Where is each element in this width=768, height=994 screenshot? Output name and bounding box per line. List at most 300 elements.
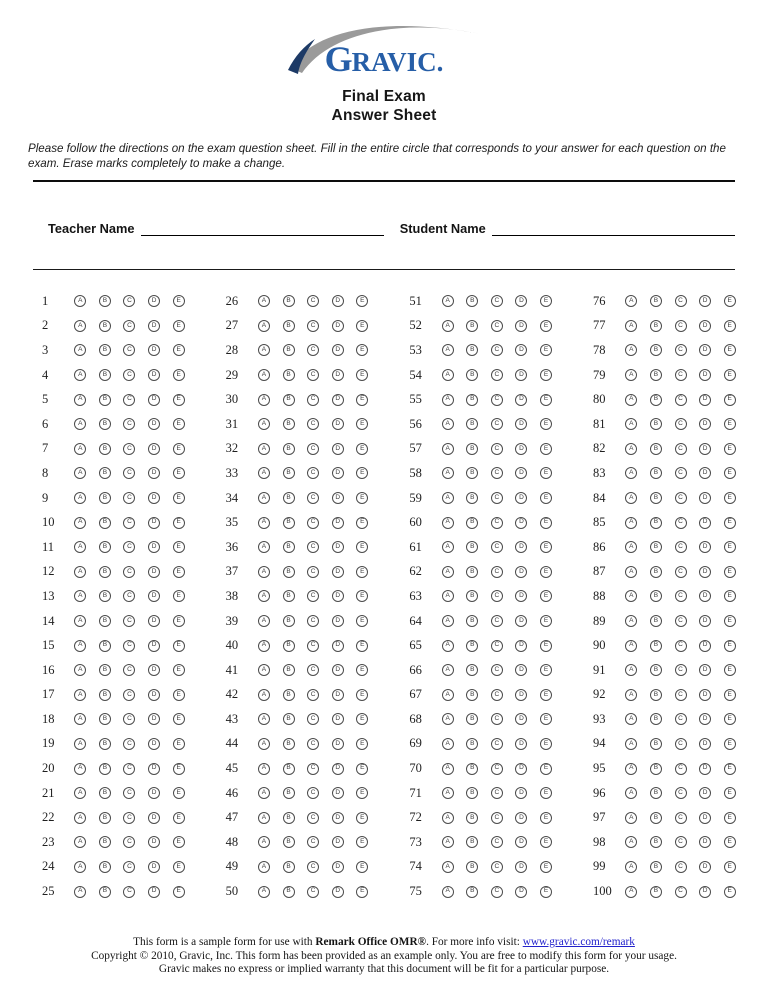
answer-bubble-q35-A[interactable]: A xyxy=(258,517,270,529)
answer-bubble-q95-B[interactable]: B xyxy=(650,763,662,775)
answer-bubble-q46-A[interactable]: A xyxy=(258,787,270,799)
answer-bubble-q23-B[interactable]: B xyxy=(99,836,111,848)
answer-bubble-q74-D[interactable]: D xyxy=(515,861,527,873)
answer-bubble-q78-B[interactable]: B xyxy=(650,344,662,356)
answer-bubble-q31-C[interactable]: C xyxy=(307,418,319,430)
answer-bubble-q55-B[interactable]: B xyxy=(466,394,478,406)
answer-bubble-q45-E[interactable]: E xyxy=(356,763,368,775)
answer-bubble-q57-C[interactable]: C xyxy=(491,443,503,455)
answer-bubble-q86-D[interactable]: D xyxy=(699,541,711,553)
answer-bubble-q81-E[interactable]: E xyxy=(724,418,736,430)
answer-bubble-q94-C[interactable]: C xyxy=(675,738,687,750)
answer-bubble-q5-B[interactable]: B xyxy=(99,394,111,406)
answer-bubble-q54-D[interactable]: D xyxy=(515,369,527,381)
answer-bubble-q48-C[interactable]: C xyxy=(307,836,319,848)
answer-bubble-q49-A[interactable]: A xyxy=(258,861,270,873)
answer-bubble-q70-C[interactable]: C xyxy=(491,763,503,775)
answer-bubble-q1-B[interactable]: B xyxy=(99,295,111,307)
answer-bubble-q93-E[interactable]: E xyxy=(724,713,736,725)
answer-bubble-q31-D[interactable]: D xyxy=(332,418,344,430)
answer-bubble-q13-B[interactable]: B xyxy=(99,590,111,602)
answer-bubble-q45-B[interactable]: B xyxy=(283,763,295,775)
answer-bubble-q94-B[interactable]: B xyxy=(650,738,662,750)
answer-bubble-q60-E[interactable]: E xyxy=(540,517,552,529)
answer-bubble-q71-D[interactable]: D xyxy=(515,787,527,799)
answer-bubble-q100-D[interactable]: D xyxy=(699,886,711,898)
answer-bubble-q22-E[interactable]: E xyxy=(173,812,185,824)
answer-bubble-q79-A[interactable]: A xyxy=(625,369,637,381)
answer-bubble-q29-C[interactable]: C xyxy=(307,369,319,381)
answer-bubble-q73-D[interactable]: D xyxy=(515,836,527,848)
answer-bubble-q69-D[interactable]: D xyxy=(515,738,527,750)
answer-bubble-q81-B[interactable]: B xyxy=(650,418,662,430)
answer-bubble-q94-A[interactable]: A xyxy=(625,738,637,750)
answer-bubble-q28-A[interactable]: A xyxy=(258,344,270,356)
answer-bubble-q3-B[interactable]: B xyxy=(99,344,111,356)
answer-bubble-q67-B[interactable]: B xyxy=(466,689,478,701)
answer-bubble-q28-D[interactable]: D xyxy=(332,344,344,356)
answer-bubble-q94-E[interactable]: E xyxy=(724,738,736,750)
answer-bubble-q44-A[interactable]: A xyxy=(258,738,270,750)
answer-bubble-q44-C[interactable]: C xyxy=(307,738,319,750)
answer-bubble-q6-A[interactable]: A xyxy=(74,418,86,430)
answer-bubble-q61-E[interactable]: E xyxy=(540,541,552,553)
answer-bubble-q79-B[interactable]: B xyxy=(650,369,662,381)
answer-bubble-q19-A[interactable]: A xyxy=(74,738,86,750)
answer-bubble-q95-A[interactable]: A xyxy=(625,763,637,775)
answer-bubble-q29-D[interactable]: D xyxy=(332,369,344,381)
answer-bubble-q70-B[interactable]: B xyxy=(466,763,478,775)
answer-bubble-q38-D[interactable]: D xyxy=(332,590,344,602)
answer-bubble-q54-B[interactable]: B xyxy=(466,369,478,381)
answer-bubble-q1-C[interactable]: C xyxy=(123,295,135,307)
answer-bubble-q99-D[interactable]: D xyxy=(699,861,711,873)
answer-bubble-q66-A[interactable]: A xyxy=(442,664,454,676)
answer-bubble-q15-E[interactable]: E xyxy=(173,640,185,652)
answer-bubble-q55-A[interactable]: A xyxy=(442,394,454,406)
answer-bubble-q38-B[interactable]: B xyxy=(283,590,295,602)
answer-bubble-q14-E[interactable]: E xyxy=(173,615,185,627)
answer-bubble-q48-A[interactable]: A xyxy=(258,836,270,848)
answer-bubble-q4-D[interactable]: D xyxy=(148,369,160,381)
answer-bubble-q84-B[interactable]: B xyxy=(650,492,662,504)
student-name-field[interactable] xyxy=(492,221,735,236)
answer-bubble-q54-A[interactable]: A xyxy=(442,369,454,381)
answer-bubble-q69-E[interactable]: E xyxy=(540,738,552,750)
answer-bubble-q52-C[interactable]: C xyxy=(491,320,503,332)
answer-bubble-q16-B[interactable]: B xyxy=(99,664,111,676)
answer-bubble-q59-A[interactable]: A xyxy=(442,492,454,504)
answer-bubble-q18-E[interactable]: E xyxy=(173,713,185,725)
answer-bubble-q58-C[interactable]: C xyxy=(491,467,503,479)
answer-bubble-q57-B[interactable]: B xyxy=(466,443,478,455)
answer-bubble-q64-E[interactable]: E xyxy=(540,615,552,627)
answer-bubble-q18-D[interactable]: D xyxy=(148,713,160,725)
answer-bubble-q95-D[interactable]: D xyxy=(699,763,711,775)
answer-bubble-q24-D[interactable]: D xyxy=(148,861,160,873)
answer-bubble-q92-C[interactable]: C xyxy=(675,689,687,701)
answer-bubble-q80-B[interactable]: B xyxy=(650,394,662,406)
answer-bubble-q4-E[interactable]: E xyxy=(173,369,185,381)
answer-bubble-q46-B[interactable]: B xyxy=(283,787,295,799)
answer-bubble-q89-D[interactable]: D xyxy=(699,615,711,627)
answer-bubble-q77-D[interactable]: D xyxy=(699,320,711,332)
answer-bubble-q31-B[interactable]: B xyxy=(283,418,295,430)
answer-bubble-q17-B[interactable]: B xyxy=(99,689,111,701)
answer-bubble-q77-E[interactable]: E xyxy=(724,320,736,332)
answer-bubble-q45-C[interactable]: C xyxy=(307,763,319,775)
answer-bubble-q17-D[interactable]: D xyxy=(148,689,160,701)
answer-bubble-q68-A[interactable]: A xyxy=(442,713,454,725)
answer-bubble-q96-A[interactable]: A xyxy=(625,787,637,799)
answer-bubble-q63-D[interactable]: D xyxy=(515,590,527,602)
answer-bubble-q37-B[interactable]: B xyxy=(283,566,295,578)
answer-bubble-q7-D[interactable]: D xyxy=(148,443,160,455)
answer-bubble-q99-E[interactable]: E xyxy=(724,861,736,873)
answer-bubble-q42-E[interactable]: E xyxy=(356,689,368,701)
answer-bubble-q97-D[interactable]: D xyxy=(699,812,711,824)
answer-bubble-q63-B[interactable]: B xyxy=(466,590,478,602)
answer-bubble-q25-D[interactable]: D xyxy=(148,886,160,898)
answer-bubble-q86-B[interactable]: B xyxy=(650,541,662,553)
answer-bubble-q74-A[interactable]: A xyxy=(442,861,454,873)
answer-bubble-q55-D[interactable]: D xyxy=(515,394,527,406)
answer-bubble-q96-B[interactable]: B xyxy=(650,787,662,799)
answer-bubble-q72-C[interactable]: C xyxy=(491,812,503,824)
answer-bubble-q11-D[interactable]: D xyxy=(148,541,160,553)
answer-bubble-q51-A[interactable]: A xyxy=(442,295,454,307)
answer-bubble-q8-C[interactable]: C xyxy=(123,467,135,479)
answer-bubble-q75-E[interactable]: E xyxy=(540,886,552,898)
answer-bubble-q38-C[interactable]: C xyxy=(307,590,319,602)
answer-bubble-q72-A[interactable]: A xyxy=(442,812,454,824)
answer-bubble-q31-E[interactable]: E xyxy=(356,418,368,430)
answer-bubble-q38-E[interactable]: E xyxy=(356,590,368,602)
answer-bubble-q5-C[interactable]: C xyxy=(123,394,135,406)
answer-bubble-q91-C[interactable]: C xyxy=(675,664,687,676)
answer-bubble-q52-D[interactable]: D xyxy=(515,320,527,332)
answer-bubble-q78-C[interactable]: C xyxy=(675,344,687,356)
answer-bubble-q58-A[interactable]: A xyxy=(442,467,454,479)
answer-bubble-q26-B[interactable]: B xyxy=(283,295,295,307)
answer-bubble-q25-A[interactable]: A xyxy=(74,886,86,898)
answer-bubble-q30-E[interactable]: E xyxy=(356,394,368,406)
answer-bubble-q44-B[interactable]: B xyxy=(283,738,295,750)
answer-bubble-q6-C[interactable]: C xyxy=(123,418,135,430)
answer-bubble-q55-E[interactable]: E xyxy=(540,394,552,406)
answer-bubble-q14-A[interactable]: A xyxy=(74,615,86,627)
answer-bubble-q23-C[interactable]: C xyxy=(123,836,135,848)
answer-bubble-q44-D[interactable]: D xyxy=(332,738,344,750)
answer-bubble-q47-E[interactable]: E xyxy=(356,812,368,824)
answer-bubble-q56-B[interactable]: B xyxy=(466,418,478,430)
answer-bubble-q62-B[interactable]: B xyxy=(466,566,478,578)
answer-bubble-q52-A[interactable]: A xyxy=(442,320,454,332)
answer-bubble-q100-A[interactable]: A xyxy=(625,886,637,898)
answer-bubble-q34-C[interactable]: C xyxy=(307,492,319,504)
answer-bubble-q17-C[interactable]: C xyxy=(123,689,135,701)
answer-bubble-q29-B[interactable]: B xyxy=(283,369,295,381)
answer-bubble-q2-C[interactable]: C xyxy=(123,320,135,332)
answer-bubble-q77-B[interactable]: B xyxy=(650,320,662,332)
answer-bubble-q73-A[interactable]: A xyxy=(442,836,454,848)
answer-bubble-q92-D[interactable]: D xyxy=(699,689,711,701)
answer-bubble-q42-B[interactable]: B xyxy=(283,689,295,701)
answer-bubble-q90-B[interactable]: B xyxy=(650,640,662,652)
answer-bubble-q17-E[interactable]: E xyxy=(173,689,185,701)
answer-bubble-q6-E[interactable]: E xyxy=(173,418,185,430)
answer-bubble-q16-D[interactable]: D xyxy=(148,664,160,676)
answer-bubble-q27-C[interactable]: C xyxy=(307,320,319,332)
answer-bubble-q98-C[interactable]: C xyxy=(675,836,687,848)
answer-bubble-q82-B[interactable]: B xyxy=(650,443,662,455)
answer-bubble-q91-B[interactable]: B xyxy=(650,664,662,676)
answer-bubble-q84-C[interactable]: C xyxy=(675,492,687,504)
answer-bubble-q53-C[interactable]: C xyxy=(491,344,503,356)
answer-bubble-q84-E[interactable]: E xyxy=(724,492,736,504)
answer-bubble-q56-D[interactable]: D xyxy=(515,418,527,430)
answer-bubble-q83-D[interactable]: D xyxy=(699,467,711,479)
answer-bubble-q11-B[interactable]: B xyxy=(99,541,111,553)
answer-bubble-q9-C[interactable]: C xyxy=(123,492,135,504)
answer-bubble-q10-C[interactable]: C xyxy=(123,517,135,529)
answer-bubble-q42-C[interactable]: C xyxy=(307,689,319,701)
answer-bubble-q93-C[interactable]: C xyxy=(675,713,687,725)
answer-bubble-q27-D[interactable]: D xyxy=(332,320,344,332)
answer-bubble-q40-C[interactable]: C xyxy=(307,640,319,652)
answer-bubble-q20-E[interactable]: E xyxy=(173,763,185,775)
answer-bubble-q89-A[interactable]: A xyxy=(625,615,637,627)
answer-bubble-q91-E[interactable]: E xyxy=(724,664,736,676)
answer-bubble-q23-D[interactable]: D xyxy=(148,836,160,848)
answer-bubble-q37-E[interactable]: E xyxy=(356,566,368,578)
answer-bubble-q4-C[interactable]: C xyxy=(123,369,135,381)
answer-bubble-q27-E[interactable]: E xyxy=(356,320,368,332)
answer-bubble-q85-E[interactable]: E xyxy=(724,517,736,529)
answer-bubble-q22-B[interactable]: B xyxy=(99,812,111,824)
answer-bubble-q36-A[interactable]: A xyxy=(258,541,270,553)
answer-bubble-q7-C[interactable]: C xyxy=(123,443,135,455)
answer-bubble-q60-D[interactable]: D xyxy=(515,517,527,529)
answer-bubble-q32-C[interactable]: C xyxy=(307,443,319,455)
answer-bubble-q19-C[interactable]: C xyxy=(123,738,135,750)
answer-bubble-q43-A[interactable]: A xyxy=(258,713,270,725)
answer-bubble-q72-D[interactable]: D xyxy=(515,812,527,824)
answer-bubble-q20-A[interactable]: A xyxy=(74,763,86,775)
answer-bubble-q85-C[interactable]: C xyxy=(675,517,687,529)
answer-bubble-q88-A[interactable]: A xyxy=(625,590,637,602)
answer-bubble-q68-E[interactable]: E xyxy=(540,713,552,725)
answer-bubble-q43-B[interactable]: B xyxy=(283,713,295,725)
answer-bubble-q72-B[interactable]: B xyxy=(466,812,478,824)
answer-bubble-q82-D[interactable]: D xyxy=(699,443,711,455)
answer-bubble-q70-E[interactable]: E xyxy=(540,763,552,775)
answer-bubble-q3-A[interactable]: A xyxy=(74,344,86,356)
answer-bubble-q40-E[interactable]: E xyxy=(356,640,368,652)
answer-bubble-q66-B[interactable]: B xyxy=(466,664,478,676)
answer-bubble-q36-E[interactable]: E xyxy=(356,541,368,553)
answer-bubble-q96-E[interactable]: E xyxy=(724,787,736,799)
answer-bubble-q76-A[interactable]: A xyxy=(625,295,637,307)
answer-bubble-q61-D[interactable]: D xyxy=(515,541,527,553)
answer-bubble-q85-B[interactable]: B xyxy=(650,517,662,529)
answer-bubble-q15-B[interactable]: B xyxy=(99,640,111,652)
answer-bubble-q33-A[interactable]: A xyxy=(258,467,270,479)
answer-bubble-q13-D[interactable]: D xyxy=(148,590,160,602)
answer-bubble-q57-E[interactable]: E xyxy=(540,443,552,455)
answer-bubble-q26-A[interactable]: A xyxy=(258,295,270,307)
answer-bubble-q19-B[interactable]: B xyxy=(99,738,111,750)
answer-bubble-q40-D[interactable]: D xyxy=(332,640,344,652)
answer-bubble-q87-C[interactable]: C xyxy=(675,566,687,578)
answer-bubble-q6-B[interactable]: B xyxy=(99,418,111,430)
answer-bubble-q94-D[interactable]: D xyxy=(699,738,711,750)
answer-bubble-q15-C[interactable]: C xyxy=(123,640,135,652)
answer-bubble-q21-E[interactable]: E xyxy=(173,787,185,799)
answer-bubble-q74-C[interactable]: C xyxy=(491,861,503,873)
answer-bubble-q66-C[interactable]: C xyxy=(491,664,503,676)
answer-bubble-q73-B[interactable]: B xyxy=(466,836,478,848)
answer-bubble-q2-E[interactable]: E xyxy=(173,320,185,332)
answer-bubble-q56-A[interactable]: A xyxy=(442,418,454,430)
answer-bubble-q62-A[interactable]: A xyxy=(442,566,454,578)
answer-bubble-q12-B[interactable]: B xyxy=(99,566,111,578)
answer-bubble-q57-D[interactable]: D xyxy=(515,443,527,455)
answer-bubble-q64-C[interactable]: C xyxy=(491,615,503,627)
answer-bubble-q99-A[interactable]: A xyxy=(625,861,637,873)
answer-bubble-q65-E[interactable]: E xyxy=(540,640,552,652)
answer-bubble-q59-D[interactable]: D xyxy=(515,492,527,504)
answer-bubble-q42-D[interactable]: D xyxy=(332,689,344,701)
answer-bubble-q74-E[interactable]: E xyxy=(540,861,552,873)
answer-bubble-q1-A[interactable]: A xyxy=(74,295,86,307)
answer-bubble-q11-C[interactable]: C xyxy=(123,541,135,553)
answer-bubble-q7-B[interactable]: B xyxy=(99,443,111,455)
answer-bubble-q52-E[interactable]: E xyxy=(540,320,552,332)
answer-bubble-q60-B[interactable]: B xyxy=(466,517,478,529)
answer-bubble-q98-A[interactable]: A xyxy=(625,836,637,848)
answer-bubble-q88-D[interactable]: D xyxy=(699,590,711,602)
answer-bubble-q46-E[interactable]: E xyxy=(356,787,368,799)
answer-bubble-q99-B[interactable]: B xyxy=(650,861,662,873)
answer-bubble-q63-A[interactable]: A xyxy=(442,590,454,602)
answer-bubble-q60-C[interactable]: C xyxy=(491,517,503,529)
answer-bubble-q89-B[interactable]: B xyxy=(650,615,662,627)
answer-bubble-q58-B[interactable]: B xyxy=(466,467,478,479)
answer-bubble-q95-C[interactable]: C xyxy=(675,763,687,775)
answer-bubble-q2-B[interactable]: B xyxy=(99,320,111,332)
answer-bubble-q48-E[interactable]: E xyxy=(356,836,368,848)
answer-bubble-q75-B[interactable]: B xyxy=(466,886,478,898)
answer-bubble-q67-D[interactable]: D xyxy=(515,689,527,701)
answer-bubble-q73-E[interactable]: E xyxy=(540,836,552,848)
answer-bubble-q71-A[interactable]: A xyxy=(442,787,454,799)
answer-bubble-q8-A[interactable]: A xyxy=(74,467,86,479)
answer-bubble-q62-E[interactable]: E xyxy=(540,566,552,578)
answer-bubble-q61-C[interactable]: C xyxy=(491,541,503,553)
answer-bubble-q24-E[interactable]: E xyxy=(173,861,185,873)
answer-bubble-q55-C[interactable]: C xyxy=(491,394,503,406)
answer-bubble-q90-D[interactable]: D xyxy=(699,640,711,652)
answer-bubble-q46-D[interactable]: D xyxy=(332,787,344,799)
answer-bubble-q78-A[interactable]: A xyxy=(625,344,637,356)
answer-bubble-q61-A[interactable]: A xyxy=(442,541,454,553)
answer-bubble-q29-A[interactable]: A xyxy=(258,369,270,381)
answer-bubble-q41-A[interactable]: A xyxy=(258,664,270,676)
answer-bubble-q83-A[interactable]: A xyxy=(625,467,637,479)
answer-bubble-q18-B[interactable]: B xyxy=(99,713,111,725)
answer-bubble-q21-B[interactable]: B xyxy=(99,787,111,799)
answer-bubble-q53-B[interactable]: B xyxy=(466,344,478,356)
answer-bubble-q39-B[interactable]: B xyxy=(283,615,295,627)
answer-bubble-q53-E[interactable]: E xyxy=(540,344,552,356)
answer-bubble-q13-E[interactable]: E xyxy=(173,590,185,602)
answer-bubble-q9-D[interactable]: D xyxy=(148,492,160,504)
answer-bubble-q3-D[interactable]: D xyxy=(148,344,160,356)
answer-bubble-q89-C[interactable]: C xyxy=(675,615,687,627)
answer-bubble-q56-C[interactable]: C xyxy=(491,418,503,430)
answer-bubble-q85-D[interactable]: D xyxy=(699,517,711,529)
answer-bubble-q8-D[interactable]: D xyxy=(148,467,160,479)
answer-bubble-q6-D[interactable]: D xyxy=(148,418,160,430)
answer-bubble-q35-D[interactable]: D xyxy=(332,517,344,529)
answer-bubble-q59-C[interactable]: C xyxy=(491,492,503,504)
answer-bubble-q58-E[interactable]: E xyxy=(540,467,552,479)
answer-bubble-q47-B[interactable]: B xyxy=(283,812,295,824)
answer-bubble-q27-B[interactable]: B xyxy=(283,320,295,332)
answer-bubble-q37-A[interactable]: A xyxy=(258,566,270,578)
answer-bubble-q87-B[interactable]: B xyxy=(650,566,662,578)
answer-bubble-q91-D[interactable]: D xyxy=(699,664,711,676)
answer-bubble-q92-B[interactable]: B xyxy=(650,689,662,701)
answer-bubble-q50-A[interactable]: A xyxy=(258,886,270,898)
answer-bubble-q21-C[interactable]: C xyxy=(123,787,135,799)
answer-bubble-q14-B[interactable]: B xyxy=(99,615,111,627)
answer-bubble-q72-E[interactable]: E xyxy=(540,812,552,824)
answer-bubble-q47-A[interactable]: A xyxy=(258,812,270,824)
answer-bubble-q80-D[interactable]: D xyxy=(699,394,711,406)
answer-bubble-q12-A[interactable]: A xyxy=(74,566,86,578)
answer-bubble-q69-C[interactable]: C xyxy=(491,738,503,750)
answer-bubble-q20-B[interactable]: B xyxy=(99,763,111,775)
answer-bubble-q83-B[interactable]: B xyxy=(650,467,662,479)
answer-bubble-q95-E[interactable]: E xyxy=(724,763,736,775)
answer-bubble-q47-D[interactable]: D xyxy=(332,812,344,824)
answer-bubble-q19-D[interactable]: D xyxy=(148,738,160,750)
answer-bubble-q68-B[interactable]: B xyxy=(466,713,478,725)
answer-bubble-q84-A[interactable]: A xyxy=(625,492,637,504)
answer-bubble-q32-E[interactable]: E xyxy=(356,443,368,455)
answer-bubble-q11-A[interactable]: A xyxy=(74,541,86,553)
answer-bubble-q98-D[interactable]: D xyxy=(699,836,711,848)
answer-bubble-q77-C[interactable]: C xyxy=(675,320,687,332)
answer-bubble-q35-C[interactable]: C xyxy=(307,517,319,529)
answer-bubble-q41-E[interactable]: E xyxy=(356,664,368,676)
answer-bubble-q75-A[interactable]: A xyxy=(442,886,454,898)
answer-bubble-q90-A[interactable]: A xyxy=(625,640,637,652)
answer-bubble-q23-E[interactable]: E xyxy=(173,836,185,848)
answer-bubble-q15-A[interactable]: A xyxy=(74,640,86,652)
answer-bubble-q82-C[interactable]: C xyxy=(675,443,687,455)
answer-bubble-q26-C[interactable]: C xyxy=(307,295,319,307)
answer-bubble-q43-E[interactable]: E xyxy=(356,713,368,725)
answer-bubble-q87-D[interactable]: D xyxy=(699,566,711,578)
answer-bubble-q96-D[interactable]: D xyxy=(699,787,711,799)
answer-bubble-q10-E[interactable]: E xyxy=(173,517,185,529)
answer-bubble-q29-E[interactable]: E xyxy=(356,369,368,381)
answer-bubble-q31-A[interactable]: A xyxy=(258,418,270,430)
answer-bubble-q25-B[interactable]: B xyxy=(99,886,111,898)
